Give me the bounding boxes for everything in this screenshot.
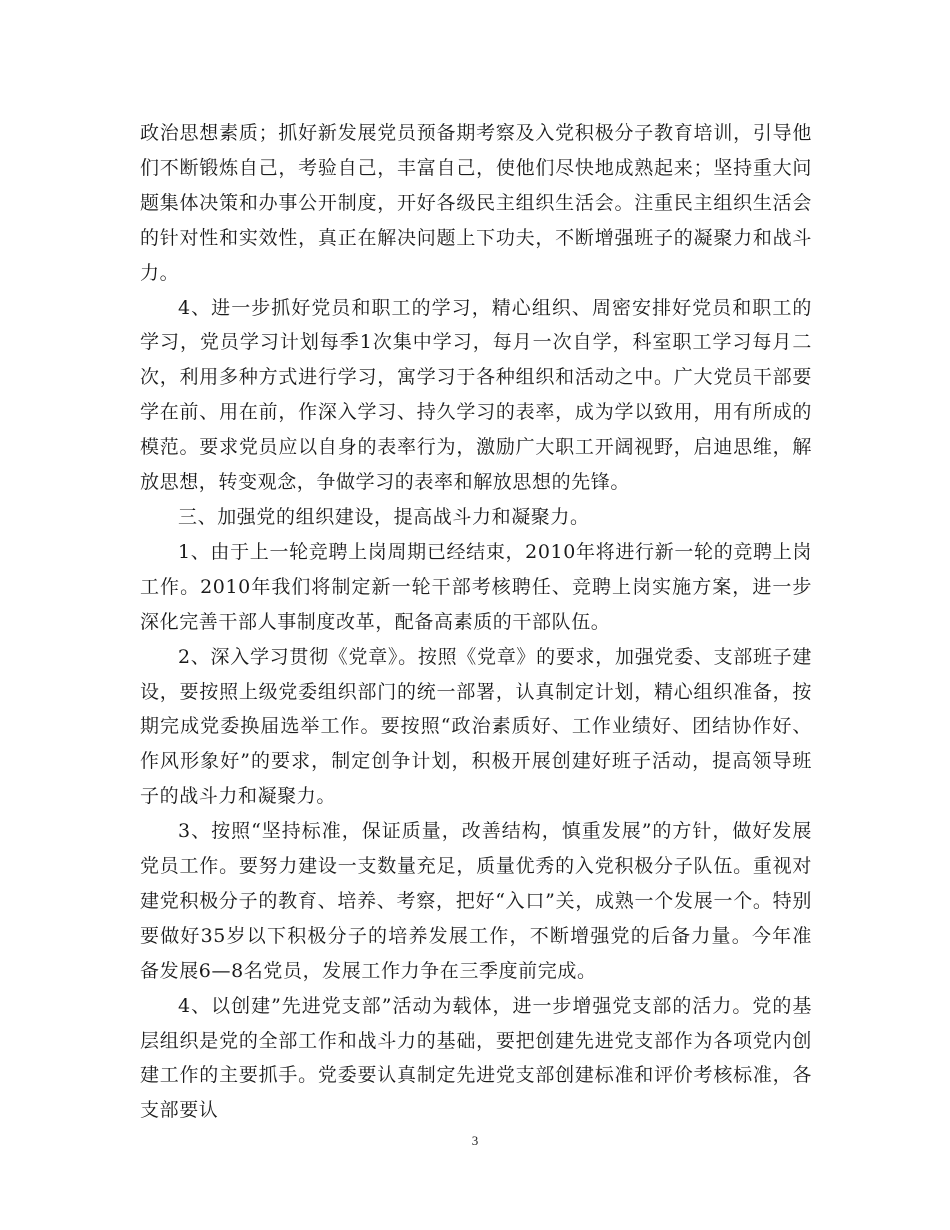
page-number: 3 bbox=[471, 1133, 479, 1148]
paragraph: 4、进一步抓好党员和职工的学习，精心组织、周密安排好党员和职工的学习，党员学习计划每季1次集中学习，每月一次自学，科室职工学习每月二次，利用多种方式进行学习，寓学习于各种组织和活动之中。广大党员干部要学在前、用在前，作深入学习、持久学习的表率，成为学以致用，用有所成的模范。要求党员应以自身的表率行为，激励广大职工开阔视野，启迪思维，解放思想，转变观念，争做学习的表率和解放思想的先锋。 bbox=[140, 296, 812, 494]
paragraph: 政治思想素质；抓好新发展党员预备期考察及入党积极分子教育培训，引导他们不断锻炼自己，考验自己，丰富自己，使他们尽快地成熟起来；坚持重大问题集体决策和办事公开制度，开好各级民主组织生活会。注重民主组织生活会的针对性和实效性，真正在解决问题上下功夫，不断增强班子的凝聚力和战斗力。 bbox=[140, 122, 812, 284]
document-body bbox=[140, 116, 812, 1128]
paragraph: 2、深入学习贯彻《党章》。按照《党章》的要求，加强党委、支部班子建设，要按照上级党委组织部门的统一部署，认真制定计划，精心组织准备，按期完成党委换届选举工作。要按照“政治素质好、工作业绩好、团结协作好、作风形象好”的要求，制定创争计划，积极开展创建好班子活动，提高领导班子的战斗力和凝聚力。 bbox=[140, 645, 812, 808]
section-heading: 三、加强党的组织建设，提高战斗力和凝聚力。 bbox=[178, 505, 590, 528]
paragraph: 4、以创建”先进党支部”活动为载体，进一步增强党支部的活力。党的基层组织是党的全部工作和战斗力的基础，要把创建先进党支部作为各项党内创建工作的主要抓手。党委要认真制定先进党支部创建标准和评价考核标准，各支部要认 bbox=[140, 994, 812, 1122]
paragraph: 1、由于上一轮竞聘上岗周期已经结束，2010年将进行新一轮的竞聘上岗工作。2010年我们将制定新一轮干部考核聘任、竞聘上岗实施方案，进一步深化完善干部人事制度改革，配备高素质的干部队伍。 bbox=[140, 540, 812, 633]
paragraph: 3、按照“坚持标准，保证质量，改善结构，慎重发展”的方针，做好发展党员工作。要努力建设一支数量充足，质量优秀的入党积极分子队伍。重视对建党积极分子的教育、培养、考察，把好“入口”关，成熟一个发展一个。特别要做好35岁以下积极分子的培养发展工作，不断增强党的后备力量。今年准备发展6—8名党员，发展工作力争在三季度前完成。 bbox=[140, 820, 812, 982]
